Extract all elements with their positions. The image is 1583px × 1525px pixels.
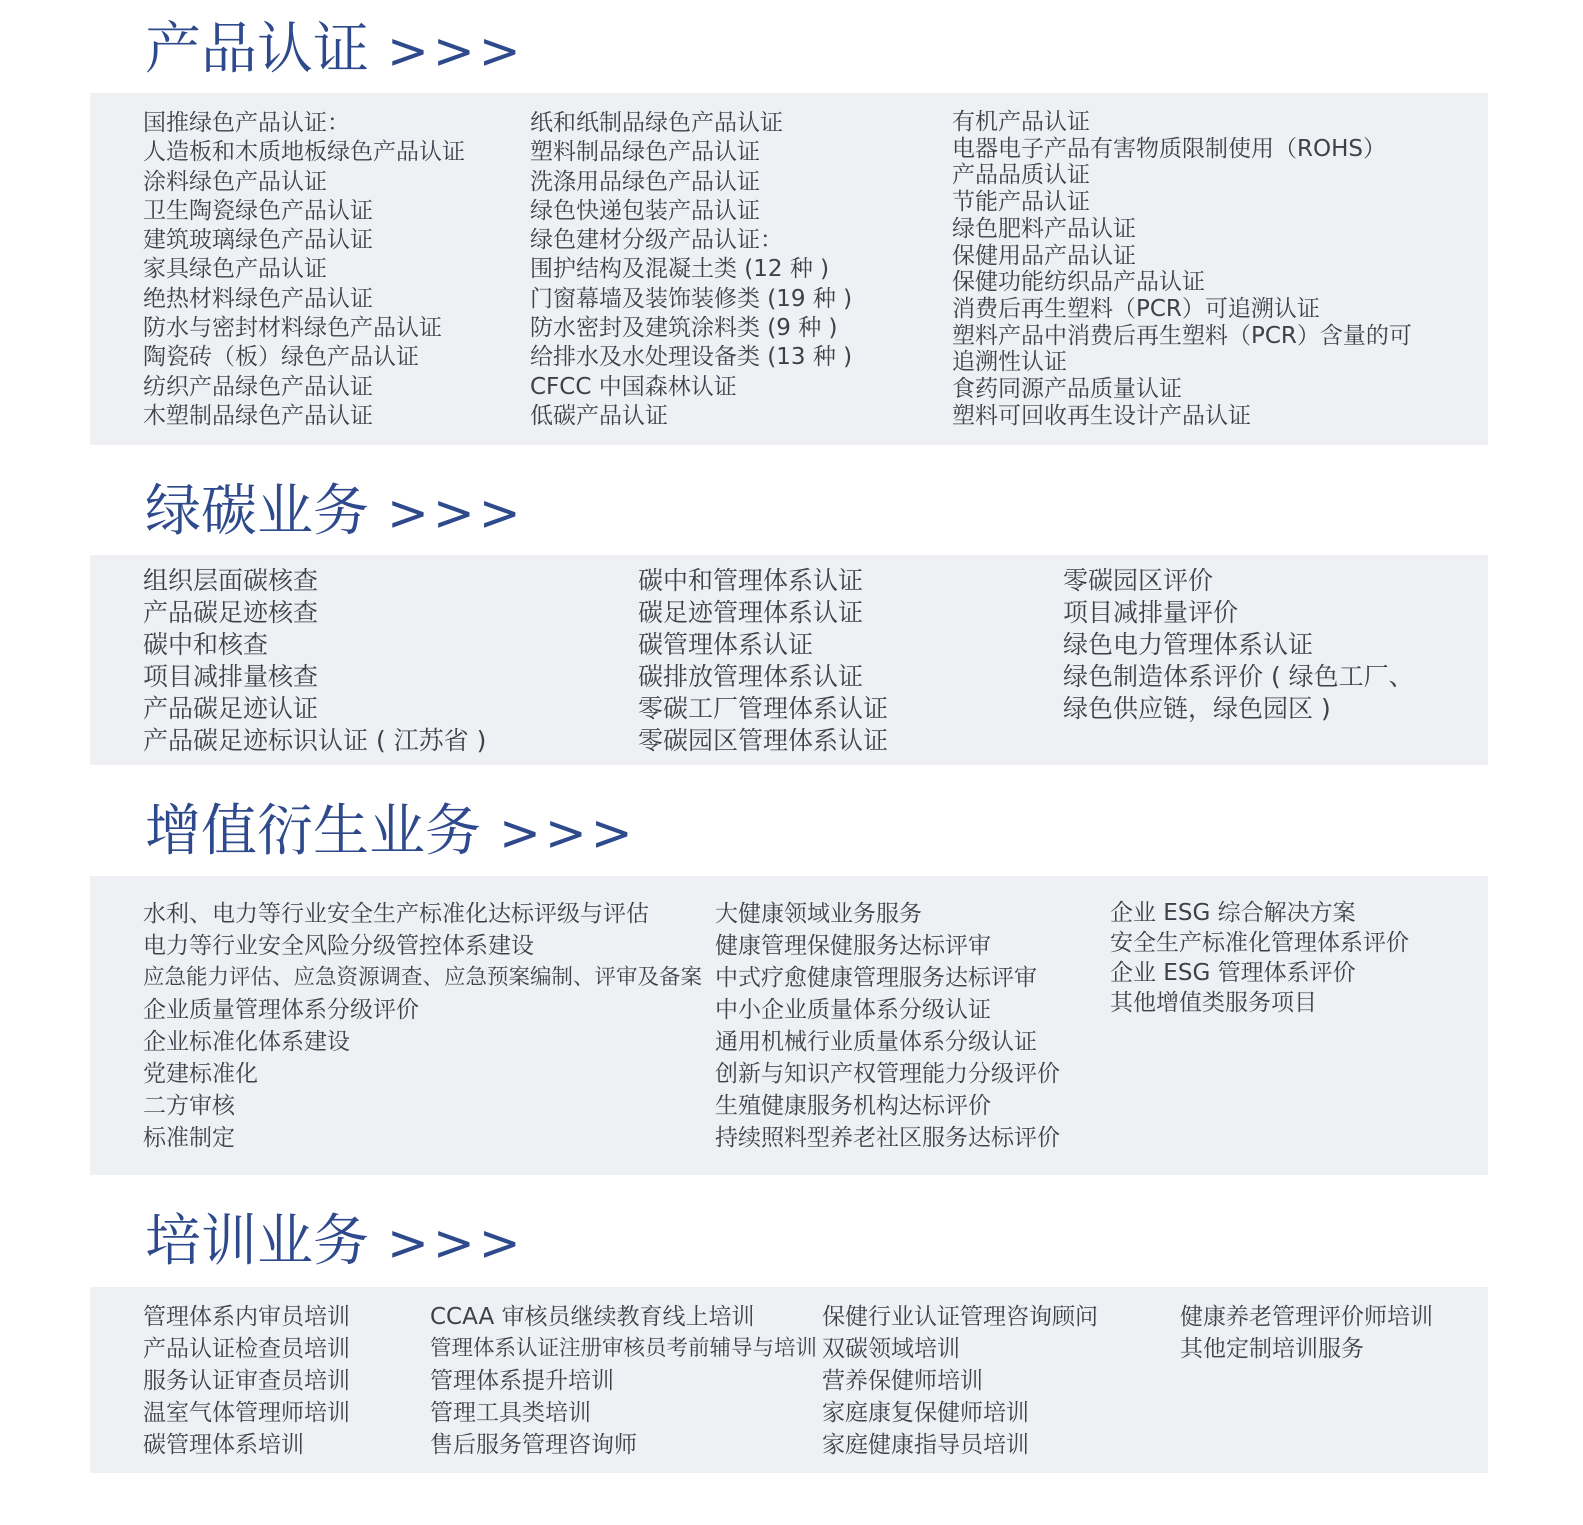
list-item: 产品品质认证 (952, 162, 1090, 189)
section-title-text: 培训业务 (145, 1209, 369, 1274)
list-item: 绿色肥料产品认证 (952, 215, 1136, 242)
list-item: 保健用品产品认证 (952, 242, 1136, 269)
arrows-icon: >>> (387, 484, 525, 542)
list-item: 二方审核 (143, 1093, 235, 1119)
green-carbon-column-3 (1063, 565, 1414, 725)
list-item: 消费后再生塑料（PCR）可追溯认证 (952, 295, 1320, 322)
list-item: 涂料绿色产品认证 (143, 168, 327, 195)
arrows-icon: >>> (499, 804, 637, 862)
list-item: 洗涤用品绿色产品认证 (530, 168, 760, 195)
list-item: 有机产品认证 (952, 109, 1090, 135)
section-title-value-added (145, 799, 637, 864)
training-column-4 (1180, 1301, 1433, 1365)
list-item: 中小企业质量体系分级认证 (715, 997, 991, 1023)
product-cert-column-2 (530, 109, 852, 431)
list-item: 绿色电力管理体系认证 (1063, 630, 1314, 659)
list-item: 食药同源产品质量认证 (952, 376, 1182, 403)
product-cert-column-1 (143, 109, 465, 431)
list-item: 管理体系提升培训 (430, 1368, 614, 1394)
list-item: 产品碳足迹认证 (143, 694, 319, 723)
list-item: 家具绿色产品认证 (143, 256, 327, 283)
arrows-icon: >>> (387, 22, 525, 80)
training-panel (90, 1287, 1488, 1473)
list-item: 电器电子产品有害物质限制使用（ROHS） (952, 135, 1386, 162)
list-item: 塑料产品中消费后再生塑料（PCR）含量的可 (952, 322, 1412, 349)
list-item: 家庭健康指导员培训 (822, 1432, 1029, 1458)
section-title-green-carbon (145, 479, 525, 544)
product-certification-panel (90, 93, 1488, 445)
list-item: 保健功能纺织品产品认证 (952, 269, 1205, 296)
list-item: 碳管理体系培训 (143, 1432, 304, 1458)
list-item: 中式疗愈健康管理服务达标评审 (715, 965, 1037, 991)
list-item: 温室气体管理师培训 (143, 1400, 350, 1426)
list-item: 组织层面碳核查 (143, 566, 319, 595)
list-item: 卫生陶瓷绿色产品认证 (143, 197, 373, 224)
list-item: 碳中和核查 (143, 630, 269, 659)
green-carbon-column-1 (143, 565, 486, 757)
list-item: 保健行业认证管理咨询顾问 (822, 1304, 1098, 1330)
list-item: 健康养老管理评价师培训 (1180, 1304, 1433, 1330)
list-item: 持续照料型养老社区服务达标评价 (715, 1125, 1060, 1151)
list-item: 家庭康复保健师培训 (822, 1400, 1029, 1426)
value-added-column-3 (1110, 898, 1409, 1018)
list-item: 零碳工厂管理体系认证 (638, 694, 889, 723)
list-item: 绿色供应链，绿色园区 ) (1063, 694, 1331, 723)
list-item: 项目减排量评价 (1063, 598, 1239, 627)
list-item: 企业标准化体系建设 (143, 1029, 350, 1055)
list-item: 安全生产标准化管理体系评价 (1110, 930, 1409, 956)
value-added-column-2 (715, 898, 1060, 1154)
list-item: 电力等行业安全风险分级管控体系建设 (143, 933, 534, 959)
training-column-3 (822, 1301, 1098, 1461)
list-item: 水利、电力等行业安全生产标准化达标评级与评估 (143, 901, 649, 927)
list-item: 企业质量管理体系分级评价 (143, 997, 419, 1023)
list-item: 国推绿色产品认证： (143, 110, 350, 136)
list-item: 健康管理保健服务达标评审 (715, 933, 991, 959)
list-item: 防水密封及建筑涂料类 (9 种 ) (530, 315, 838, 342)
list-item: 碳中和管理体系认证 (638, 566, 864, 595)
list-item: 项目减排量核查 (143, 662, 319, 691)
section-title-text: 绿碳业务 (145, 479, 369, 544)
list-item: 零碳园区评价 (1063, 566, 1214, 595)
list-item: 防水与密封材料绿色产品认证 (143, 315, 442, 342)
list-item: 创新与知识产权管理能力分级评价 (715, 1061, 1060, 1087)
list-item: 产品碳足迹核查 (143, 598, 319, 627)
list-item: 陶瓷砖（板）绿色产品认证 (143, 344, 419, 371)
list-item: 企业 ESG 管理体系评价 (1110, 960, 1356, 986)
list-item: 管理体系内审员培训 (143, 1304, 350, 1330)
section-title-text: 增值衍生业务 (145, 799, 481, 864)
list-item: 人造板和木质地板绿色产品认证 (143, 139, 465, 166)
list-item: 产品碳足迹标识认证 ( 江苏省 ) (143, 726, 487, 755)
list-item: 木塑制品绿色产品认证 (143, 402, 373, 429)
list-item: 低碳产品认证 (530, 402, 668, 429)
list-item: 产品认证检查员培训 (143, 1336, 350, 1362)
list-item: 服务认证审查员培训 (143, 1368, 350, 1394)
list-item: CFCC 中国森林认证 (530, 373, 737, 400)
list-item: 生殖健康服务机构达标评价 (715, 1093, 991, 1119)
section-title-product-certification (145, 17, 525, 82)
list-item: 围护结构及混凝土类 (12 种 ) (530, 256, 830, 283)
list-item: 碳管理体系认证 (638, 630, 814, 659)
list-item: 给排水及水处理设备类 (13 种 ) (530, 344, 853, 371)
list-item: 绿色制造体系评价 ( 绿色工厂、 (1063, 662, 1414, 691)
list-item: 绿色快递包装产品认证 (530, 197, 760, 224)
green-carbon-column-2 (638, 565, 888, 757)
list-item: 追溯性认证 (952, 349, 1067, 376)
list-item: CCAA 审核员继续教育线上培训 (430, 1304, 755, 1330)
arrows-icon: >>> (387, 1214, 525, 1272)
section-title-text: 产品认证 (145, 17, 369, 82)
list-item: 营养保健师培训 (822, 1368, 983, 1394)
training-column-2 (430, 1301, 817, 1461)
product-cert-column-3 (952, 109, 1412, 429)
list-item: 纸和纸制品绿色产品认证 (530, 110, 783, 136)
list-item: 其他定制培训服务 (1180, 1336, 1364, 1362)
list-item: 塑料制品绿色产品认证 (530, 139, 760, 166)
list-item: 标准制定 (143, 1125, 235, 1151)
list-item: 门窗幕墙及装饰装修类 (19 种 ) (530, 285, 853, 312)
list-item: 管理体系认证注册审核员考前辅导与培训 (430, 1336, 818, 1361)
list-item: 通用机械行业质量体系分级认证 (715, 1029, 1037, 1055)
list-item: 其他增值类服务项目 (1110, 990, 1317, 1016)
list-item: 应急能力评估、应急资源调查、应急预案编制、评审及备案 (143, 965, 703, 990)
list-item: 企业 ESG 综合解决方案 (1110, 900, 1356, 926)
list-item: 管理工具类培训 (430, 1400, 591, 1426)
green-carbon-panel (90, 555, 1488, 765)
value-added-column-1 (143, 898, 702, 1154)
list-item: 碳足迹管理体系认证 (638, 598, 864, 627)
list-item: 大健康领域业务服务 (715, 901, 922, 927)
list-item: 建筑玻璃绿色产品认证 (143, 227, 373, 254)
list-item: 绝热材料绿色产品认证 (143, 285, 373, 312)
list-item: 绿色建材分级产品认证： (530, 227, 783, 254)
list-item: 纺织产品绿色产品认证 (143, 373, 373, 400)
section-title-training (145, 1209, 525, 1274)
list-item: 售后服务管理咨询师 (430, 1432, 637, 1458)
list-item: 党建标准化 (143, 1061, 258, 1087)
list-item: 零碳园区管理体系认证 (638, 726, 889, 755)
list-item: 碳排放管理体系认证 (638, 662, 864, 691)
training-column-1 (143, 1301, 350, 1461)
list-item: 节能产品认证 (952, 189, 1090, 216)
list-item: 塑料可回收再生设计产品认证 (952, 402, 1251, 429)
list-item: 双碳领域培训 (822, 1336, 960, 1362)
value-added-panel (90, 876, 1488, 1175)
